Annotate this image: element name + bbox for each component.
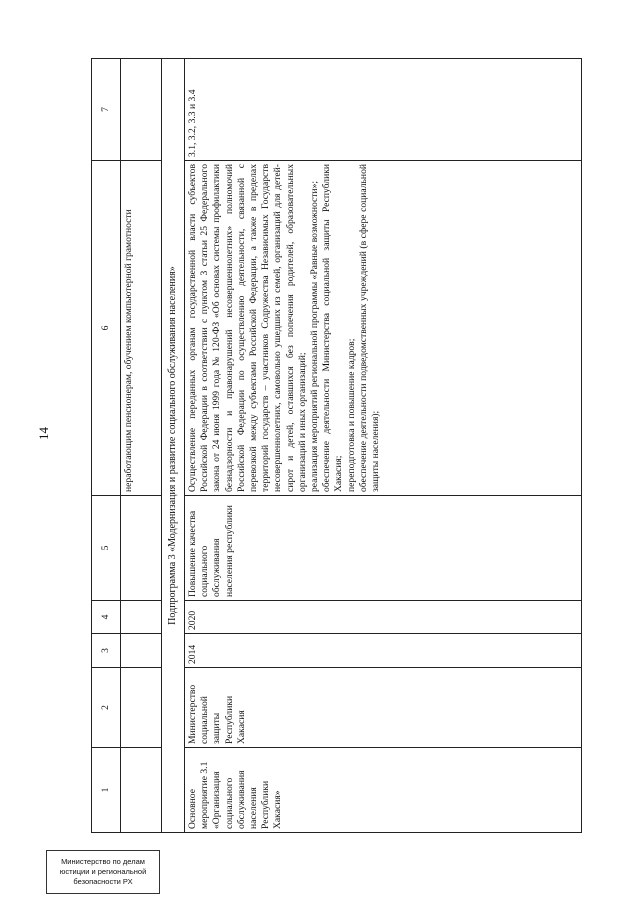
activity-item: обеспечение деятельности Министерства социальной защиты Республики Хакасия;	[321, 164, 345, 492]
continuation-row	[121, 59, 162, 833]
page-number: 14	[36, 427, 51, 440]
cell-end-year: 2020	[185, 601, 582, 634]
registration-stamp	[46, 850, 160, 894]
header-col-3: 3	[92, 634, 121, 668]
activity-item: переподготовка и повышение кадров;	[345, 338, 357, 492]
subprogram-title: Подпрограмма 3 «Модернизация и развитие социального обслуживания населения»	[162, 59, 185, 833]
cell-executor: Министерство социальной защиты Республики Хакасия	[185, 668, 582, 748]
header-col-4: 4	[92, 601, 121, 634]
subprogram-row	[162, 59, 185, 833]
stamp-line: безопасности РХ	[73, 877, 133, 886]
header-row	[92, 59, 121, 833]
table-row	[185, 59, 582, 833]
activity-item: обеспечение деятельности подведомственных учреждений (в сфере социальной защиты населения);	[357, 164, 382, 492]
cell-indicators: 3.1, 3.2, 3.3 и 3.4	[185, 59, 582, 161]
cell-expected-result: Повышение качества социального обслуживания населения республики	[185, 496, 582, 601]
header-col-7: 7	[92, 59, 121, 161]
rotated-table-container	[91, 59, 582, 833]
header-col-6: 6	[92, 161, 121, 496]
activity-item: реализация мероприятий региональной программы «Равные возможности»;	[309, 180, 321, 492]
cell-activities	[185, 161, 582, 496]
continuation-text: неработающим пенсионерам, обучением компьютерной грамотности	[121, 161, 162, 496]
cell-start-year: 2014	[185, 634, 582, 668]
stamp-line: юстиции и региональной	[59, 867, 147, 876]
cell-measure-name: Основное мероприятие 3.1 «Организация социального обслуживания населения Республики Хакасия»	[185, 748, 582, 833]
activity-item: Осуществление переданных органам государственной власти субъектов Российской Федерации в соответствии с пунктом 3 статьи 25 Федерального закона от 24 июня 1999 года № 120-ФЗ «Об основах системы профилактики безнадзорности и правонарушений несовершеннолетних» полномочий Российской Федерации по осуществлению деятельности, связанной с перевозкой между субъектами Российской Федерации, а также в пределах территорий государств – участников Содружества Независимых Государств несовершеннолетних, самовольно ушедших из семей, организаций для детей-сирот и детей, оставшихся без попечения родителей, образовательных организаций и иных организаций;	[187, 164, 308, 492]
header-col-1: 1	[92, 748, 121, 833]
header-col-2: 2	[92, 668, 121, 748]
header-col-5: 5	[92, 496, 121, 601]
program-table	[91, 58, 582, 833]
stamp-line: Министерство по делам	[61, 857, 145, 866]
